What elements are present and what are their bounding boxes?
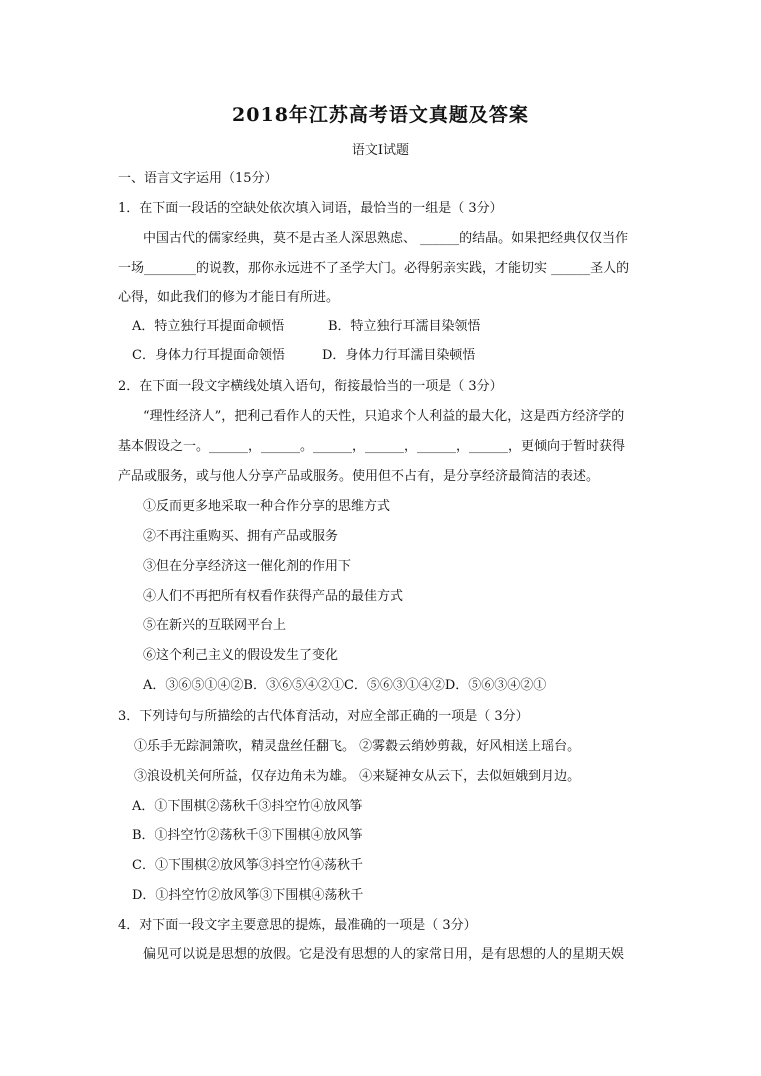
question-3-option-c: C．①下围棋②放风筝③抖空竹④荡秋千	[132, 858, 363, 873]
question-2-paragraph-line-1: “理性经济人”，把利己看作人的天性，只追求个人利益的最大化，这是西方经济学的	[143, 409, 625, 424]
question-4-paragraph-line-1: 偏见可以说是思想的放假。它是没有思想的人的家常日用，是有思想的人的星期天娱	[143, 947, 625, 962]
question-2-item: ③但在分享经济这一催化剂的作用下	[143, 559, 352, 574]
question-1-option-c: C．身体力行耳提面命领悟	[132, 348, 285, 363]
section-heading: 一、语言文字运用（15分）	[118, 171, 278, 186]
question-1-option-d: D．身体力行耳濡目染顿悟	[322, 348, 476, 363]
question-1-stem: 1．在下面一段话的空缺处依次填入词语，最恰当的一组是（ 3分）	[118, 201, 503, 216]
question-2-stem: 2．在下面一段文字横线处填入语句，衔接最恰当的一项是（ 3分）	[118, 379, 503, 394]
document-subtitle: 语文Ⅰ试题	[351, 143, 410, 158]
question-3-option-d: D．①抖空竹②放风筝③下围棋④荡秋千	[132, 888, 364, 903]
question-3-verse-line-2: ③浪设机关何所益，仅存边角未为雄。 ④来疑神女从云下，去似姮娥到月边。	[134, 769, 581, 784]
question-2-item: ⑤在新兴的互联网平台上	[143, 618, 287, 633]
question-3-verse-line-1: ①乐手无踪洞箫吹，精灵盘丝任翻飞。 ②雾縠云绡妙剪裁，好风相送上瑶台。	[134, 739, 581, 754]
question-1-paragraph-line-2: 一场________的说教，那你永远进不了圣学大门。必得躬亲实践，才能切实 ______圣人的	[118, 261, 630, 276]
question-2-paragraph-line-3: 产品或服务，或与他人分享产品或服务。使用但不占有，是分享经济最简洁的表述。	[118, 469, 600, 484]
question-1-option-b: B．特立独行耳濡目染领悟	[328, 319, 481, 334]
document-title: 2018年江苏高考语文真题及答案	[232, 104, 529, 126]
question-1-paragraph-line-1: 中国古代的儒家经典，莫不是古圣人深思熟虑、 ______的结晶。如果把经典仅仅当作	[143, 231, 629, 246]
question-1-paragraph-line-3: 心得，如此我们的修为才能日有所进。	[118, 290, 340, 305]
question-2-item: ⑥这个利己主义的假设发生了变化	[143, 648, 339, 663]
question-2-item: ④人们不再把所有权看作获得产品的最佳方式	[143, 589, 404, 604]
question-2-paragraph-line-2: 基本假设之一。______，______。______，______，______，______，更倾向于暂时获得	[118, 439, 626, 454]
question-2-options: A．③⑥⑤①④②B．③⑥⑤④②①C．⑤⑥③①④②D．⑤⑥③④②①	[143, 678, 547, 693]
question-2-item: ①反而更多地采取一种合作分享的思维方式	[143, 499, 391, 514]
question-4-stem: 4．对下面一段文字主要意思的提炼，最准确的一项是（ 3分）	[118, 918, 477, 933]
question-1-option-a: A．特立独行耳提面命顿悟	[132, 319, 285, 334]
question-3-option-a: A．①下围棋②荡秋千③抖空竹④放风筝	[132, 799, 363, 814]
question-2-item: ②不再注重购买、拥有产品或服务	[143, 529, 339, 544]
question-3-stem: 3．下列诗句与所描绘的古代体育活动，对应全部正确的一项是（ 3分）	[118, 709, 529, 724]
question-3-option-b: B．①抖空竹②荡秋千③下围棋④放风筝	[132, 828, 363, 843]
